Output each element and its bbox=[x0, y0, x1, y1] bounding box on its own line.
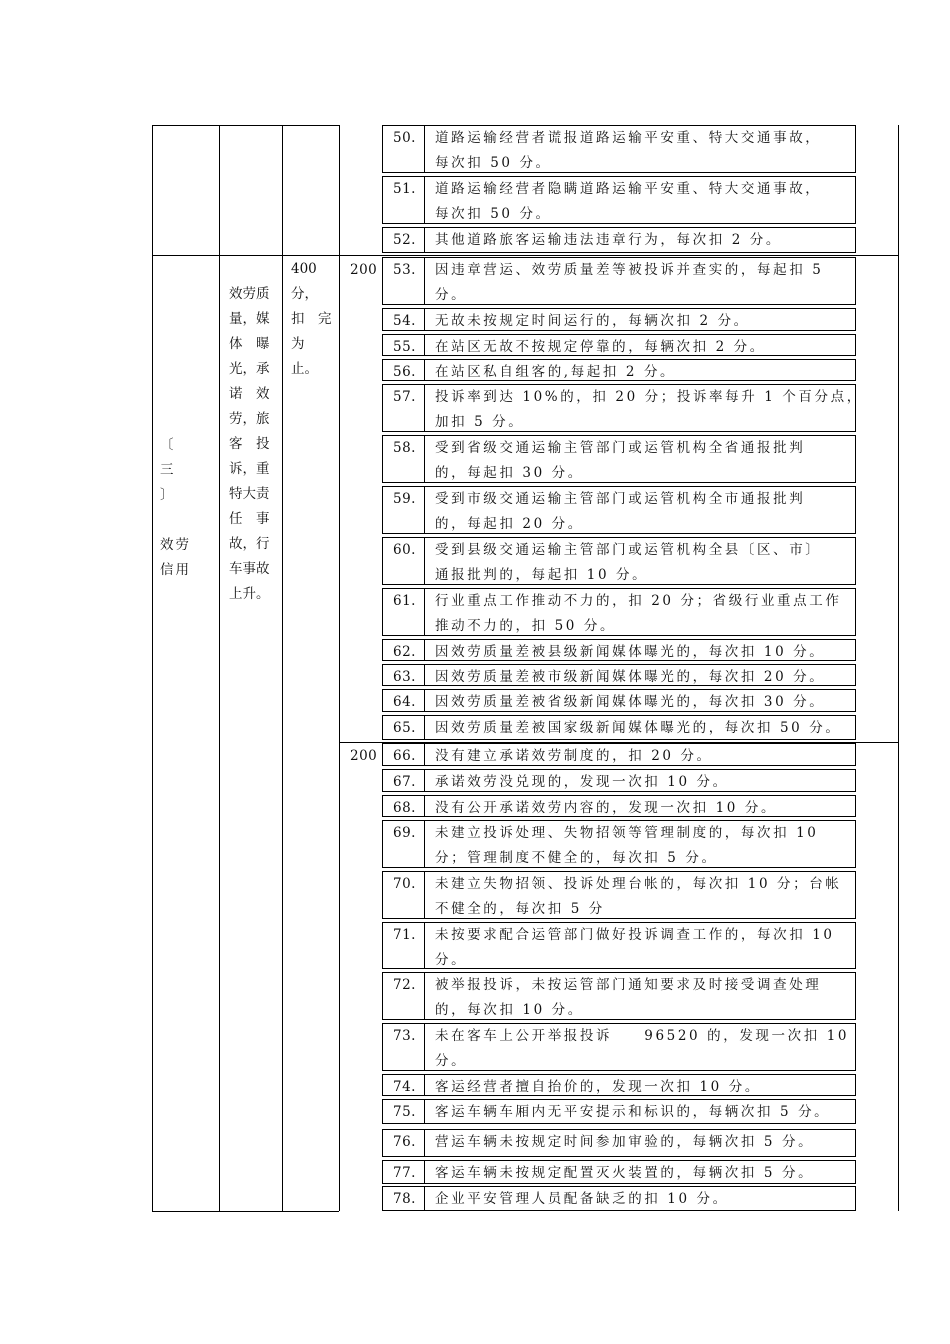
row-number: 71. bbox=[393, 927, 416, 943]
row-text-line: 通报批判的，每起扣 10 分。 bbox=[435, 567, 649, 583]
score-line: 分， bbox=[291, 286, 318, 302]
row-text-line: 客运车辆未按规定配置灭火装置的，每辆次扣 5 分。 bbox=[435, 1165, 815, 1181]
row-divider bbox=[424, 716, 425, 739]
grid-hline-top-left bbox=[152, 125, 339, 126]
row-text-line: 分。 bbox=[435, 287, 468, 303]
table-row bbox=[382, 820, 856, 868]
row-text-line: 在站区私自组客的,每起扣 2 分。 bbox=[435, 364, 677, 380]
table-row bbox=[382, 1023, 856, 1071]
row-number: 63. bbox=[393, 669, 416, 685]
row-text bbox=[435, 744, 713, 769]
table-row bbox=[382, 743, 856, 766]
row-text-line: 的，每起扣 20 分。 bbox=[435, 516, 584, 532]
row-text-line: 道路运输经营者谎报道路运输平安重、特大交通事故， bbox=[435, 130, 822, 146]
row-text-line: 受到省级交通运输主管部门或运管机构全省通报批判 bbox=[435, 440, 806, 456]
row-text-line: 客运经营者擅自抬价的，发现一次扣 10 分。 bbox=[435, 1079, 761, 1095]
content-line: 特大责 bbox=[229, 486, 270, 502]
row-number: 58. bbox=[393, 440, 416, 456]
row-text bbox=[435, 360, 676, 385]
row-divider bbox=[424, 973, 425, 1019]
row-text-line: 承诺效劳没兑现的，发现一次扣 10 分。 bbox=[435, 774, 729, 790]
table-row bbox=[382, 664, 856, 686]
table-row bbox=[382, 769, 856, 792]
row-number: 62. bbox=[393, 644, 416, 660]
table-row bbox=[382, 588, 856, 636]
row-text-line: 因效劳质量差被市级新闻媒体曝光的，每次扣 20 分。 bbox=[435, 669, 826, 685]
row-number: 76. bbox=[393, 1134, 416, 1150]
row-divider bbox=[424, 770, 425, 791]
row-text bbox=[435, 538, 821, 588]
row-text-line: 受到县级交通运输主管部门或运管机构全县〔区、市〕 bbox=[435, 542, 822, 558]
row-divider bbox=[424, 258, 425, 304]
row-text bbox=[435, 177, 821, 227]
table-row bbox=[382, 176, 856, 224]
table-row bbox=[382, 972, 856, 1020]
row-text-line: 分。 bbox=[435, 1053, 468, 1069]
row-text-line: 客运车辆车厢内无平安提示和标识的，每辆次扣 5 分。 bbox=[435, 1104, 831, 1120]
row-text-line: 受到市级交通运输主管部门或运管机构全市通报批判 bbox=[435, 491, 806, 507]
row-text bbox=[435, 335, 766, 360]
category-label-part4: 信用 bbox=[160, 562, 191, 578]
row-number: 67. bbox=[393, 774, 416, 790]
row-text-line: 被举报投诉，未按运管部门通知要求及时接受调查处理 bbox=[435, 977, 822, 993]
row-divider bbox=[424, 589, 425, 635]
table-row bbox=[382, 871, 856, 919]
row-text-line: 其他道路旅客运输违法违章行为，每次扣 2 分。 bbox=[435, 232, 782, 248]
row-divider bbox=[424, 228, 425, 252]
row-divider bbox=[424, 1130, 425, 1156]
row-divider bbox=[424, 923, 425, 968]
row-text-line: 未在客车上公开举报投诉 96520 的，发现一次扣 10 bbox=[435, 1028, 850, 1044]
row-divider bbox=[424, 744, 425, 765]
row-text-line: 行业重点工作推动不力的，扣 20 分；省级行业重点工作 bbox=[435, 593, 842, 609]
row-divider bbox=[424, 436, 425, 482]
row-text-line: 分；管理制度不健全的，每次扣 5 分。 bbox=[435, 850, 718, 866]
table-row bbox=[382, 1160, 856, 1184]
score-cell bbox=[291, 257, 339, 382]
row-text bbox=[435, 1075, 761, 1100]
row-text bbox=[435, 487, 805, 537]
row-text bbox=[435, 690, 825, 715]
row-text-line: 因效劳质量差被县级新闻媒体曝光的，每次扣 10 分。 bbox=[435, 644, 826, 660]
content-line: 诺 效 bbox=[229, 386, 270, 402]
score-line: 止。 bbox=[291, 361, 318, 377]
table-row bbox=[382, 689, 856, 712]
row-divider bbox=[424, 126, 425, 172]
row-number: 53. bbox=[393, 262, 416, 278]
table-row bbox=[382, 486, 856, 534]
row-number: 54. bbox=[393, 313, 416, 329]
row-divider bbox=[424, 1075, 425, 1095]
subscore-1: 200 bbox=[350, 262, 378, 278]
row-number: 68. bbox=[393, 800, 416, 816]
row-text-line: 无故未按规定时间运行的，每辆次扣 2 分。 bbox=[435, 313, 750, 329]
row-text-line: 营运车辆未按规定时间参加审验的，每辆次扣 5 分。 bbox=[435, 1134, 815, 1150]
row-text-line: 推动不力的，扣 50 分。 bbox=[435, 618, 617, 634]
row-text-line: 分。 bbox=[435, 952, 468, 968]
table-row bbox=[382, 537, 856, 585]
subscore-2: 200 bbox=[350, 748, 378, 764]
row-divider bbox=[424, 690, 425, 711]
row-divider bbox=[424, 487, 425, 533]
table-row bbox=[382, 922, 856, 969]
row-divider bbox=[424, 1187, 425, 1210]
row-number: 75. bbox=[393, 1104, 416, 1120]
row-text-line: 没有建立承诺效劳制度的，扣 20 分。 bbox=[435, 748, 713, 764]
row-divider bbox=[424, 309, 425, 330]
row-divider bbox=[424, 1100, 425, 1123]
row-text bbox=[435, 770, 729, 795]
row-divider bbox=[424, 872, 425, 918]
grid-vline-0 bbox=[152, 125, 153, 1211]
table-row bbox=[382, 715, 856, 740]
table-row bbox=[382, 308, 856, 331]
table-row bbox=[382, 359, 856, 381]
row-text-line: 未按要求配合运管部门做好投诉调查工作的，每次扣 10 bbox=[435, 927, 835, 943]
row-number: 73. bbox=[393, 1028, 416, 1044]
row-text bbox=[435, 796, 777, 821]
row-divider bbox=[424, 538, 425, 584]
row-text bbox=[435, 126, 821, 176]
row-number: 52. bbox=[393, 232, 416, 248]
row-number: 64. bbox=[393, 694, 416, 710]
row-divider bbox=[424, 821, 425, 867]
row-text bbox=[435, 973, 821, 1023]
row-number: 69. bbox=[393, 825, 416, 841]
content-line: 车事故 bbox=[229, 561, 270, 577]
row-text bbox=[435, 1161, 814, 1186]
row-text-line: 因效劳质量差被国家级新闻媒体曝光的，每次扣 50 分。 bbox=[435, 720, 842, 736]
table-row bbox=[382, 334, 856, 356]
row-text-line: 因效劳质量差被省级新闻媒体曝光的，每次扣 30 分。 bbox=[435, 694, 826, 710]
content-line: 量，媒 bbox=[229, 311, 270, 327]
row-text-line: 没有公开承诺效劳内容的，发现一次扣 10 分。 bbox=[435, 800, 778, 816]
category-cell bbox=[160, 433, 218, 583]
table-row bbox=[382, 1074, 856, 1096]
row-text-line: 的，每起扣 30 分。 bbox=[435, 465, 584, 481]
row-text bbox=[435, 258, 823, 308]
row-text bbox=[435, 1100, 830, 1125]
row-text-line: 未建立失物招领、投诉处理台帐的，每次扣 10 分；台帐 bbox=[435, 876, 842, 892]
content-line: 诉，重 bbox=[229, 461, 270, 477]
row-text-line: 未建立投诉处理、失物招领等管理制度的，每次扣 10 bbox=[435, 825, 819, 841]
row-text-line: 每次扣 50 分。 bbox=[435, 206, 552, 222]
row-text-line: 加扣 5 分。 bbox=[435, 414, 525, 430]
row-text bbox=[435, 385, 863, 435]
content-cell bbox=[229, 282, 279, 607]
row-text-line: 的，每次扣 10 分。 bbox=[435, 1002, 584, 1018]
row-text-line: 投诉率到达 10%的，扣 20 分；投诉率每升 1 个百分点， bbox=[435, 389, 863, 405]
table-row bbox=[382, 639, 856, 661]
category-label-part2: 〕 bbox=[160, 487, 175, 503]
table-row bbox=[382, 1186, 856, 1211]
content-line: 光，承 bbox=[229, 361, 270, 377]
row-divider bbox=[424, 796, 425, 816]
row-number: 60. bbox=[393, 542, 416, 558]
content-line: 任 事 bbox=[229, 511, 270, 527]
row-divider bbox=[424, 335, 425, 355]
grid-hline-section bbox=[152, 255, 898, 256]
grid-hline-subsection bbox=[339, 742, 898, 743]
grid-hline-bottom-left bbox=[152, 1211, 339, 1212]
row-text bbox=[435, 1024, 849, 1074]
category-label-part3: 效劳 bbox=[160, 537, 191, 553]
row-text bbox=[435, 665, 825, 690]
table-row bbox=[382, 384, 863, 432]
row-divider bbox=[424, 1161, 425, 1183]
row-text bbox=[435, 872, 841, 922]
row-number: 56. bbox=[393, 364, 416, 380]
row-text-line: 不健全的，每次扣 5 分 bbox=[435, 901, 605, 917]
row-number: 57. bbox=[393, 389, 416, 405]
row-text-line: 道路运输经营者隐瞒道路运输平安重、特大交通事故， bbox=[435, 181, 822, 197]
table-row bbox=[382, 795, 856, 817]
row-divider bbox=[424, 177, 425, 223]
row-number: 66. bbox=[393, 748, 416, 764]
row-text-line: 因违章营运、效劳质量差等被投诉并查实的，每起扣 5 bbox=[435, 262, 824, 278]
row-number: 74. bbox=[393, 1079, 416, 1095]
category-label-part1: 〔 三 bbox=[160, 437, 207, 478]
table-row bbox=[382, 1129, 856, 1157]
content-line: 上升。 bbox=[229, 586, 270, 602]
row-text bbox=[435, 228, 782, 253]
row-text bbox=[435, 589, 841, 639]
row-divider bbox=[424, 360, 425, 380]
row-text-line: 企业平安管理人员配备缺乏的扣 10 分。 bbox=[435, 1191, 729, 1207]
row-text bbox=[435, 1187, 729, 1212]
content-line: 客 投 bbox=[229, 436, 270, 452]
row-number: 65. bbox=[393, 720, 416, 736]
row-text bbox=[435, 1130, 814, 1155]
content-line: 故，行 bbox=[229, 536, 270, 552]
row-number: 50. bbox=[393, 130, 416, 146]
score-line: 400 bbox=[291, 261, 317, 277]
row-divider bbox=[424, 640, 425, 660]
table-row bbox=[382, 435, 856, 483]
row-text bbox=[435, 821, 818, 871]
row-text bbox=[435, 716, 841, 741]
row-text bbox=[435, 640, 825, 665]
row-text-line: 每次扣 50 分。 bbox=[435, 155, 552, 171]
row-number: 78. bbox=[393, 1191, 416, 1207]
row-text bbox=[435, 923, 835, 973]
row-number: 77. bbox=[393, 1165, 416, 1181]
row-divider bbox=[424, 665, 425, 685]
row-number: 55. bbox=[393, 339, 416, 355]
content-line: 劳，旅 bbox=[229, 411, 270, 427]
row-number: 70. bbox=[393, 876, 416, 892]
grid-vline-2 bbox=[282, 125, 283, 1211]
row-text bbox=[435, 309, 750, 334]
table-row bbox=[382, 227, 856, 253]
table-row bbox=[382, 125, 856, 173]
score-line: 扣 完 bbox=[291, 311, 332, 327]
table-row bbox=[382, 257, 856, 305]
row-number: 72. bbox=[393, 977, 416, 993]
grid-vline-1 bbox=[219, 125, 220, 1211]
grid-vline-3 bbox=[339, 125, 340, 1211]
table-row bbox=[382, 1099, 856, 1124]
score-line: 为 bbox=[291, 336, 305, 352]
row-text-line: 在站区无故不按规定停靠的，每辆次扣 2 分。 bbox=[435, 339, 766, 355]
content-line: 效劳质 bbox=[229, 286, 270, 302]
row-number: 61. bbox=[393, 593, 416, 609]
row-number: 51. bbox=[393, 181, 416, 197]
grid-vline-right bbox=[898, 125, 899, 1211]
content-line: 体 曝 bbox=[229, 336, 270, 352]
row-divider bbox=[424, 385, 425, 431]
row-text bbox=[435, 436, 805, 486]
row-number: 59. bbox=[393, 491, 416, 507]
row-divider bbox=[424, 1024, 425, 1070]
